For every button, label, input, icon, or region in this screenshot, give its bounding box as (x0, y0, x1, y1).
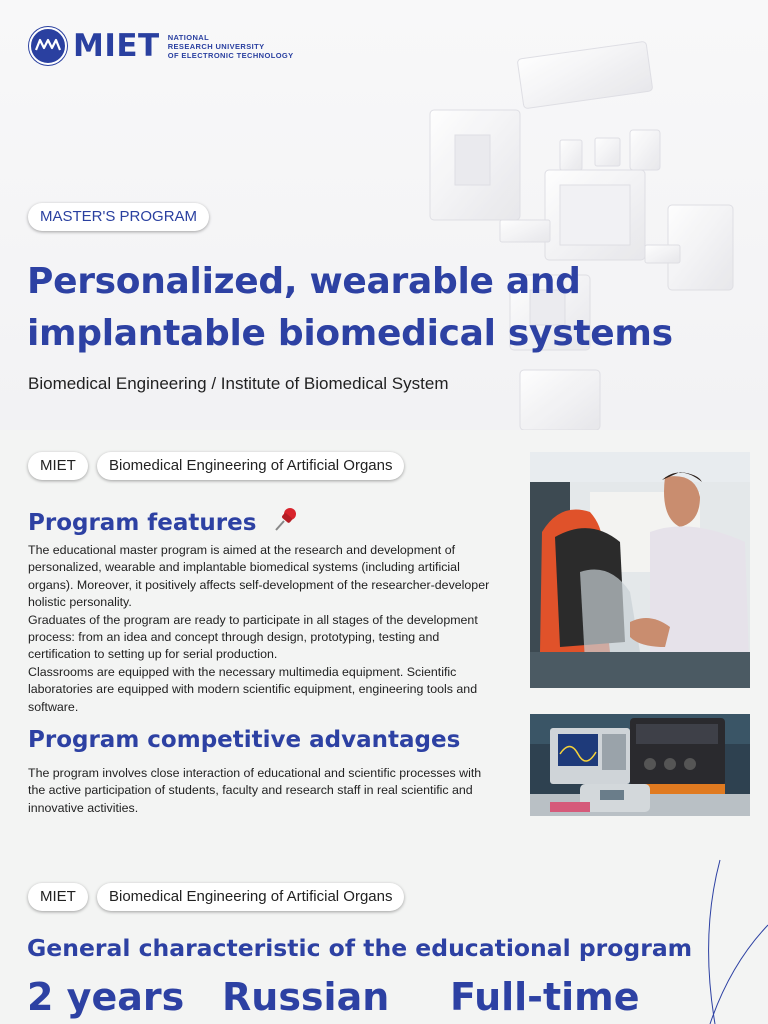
tag-direction[interactable]: Biomedical Engineering of Artificial Organs (97, 452, 404, 480)
features-paragraph: Graduates of the program are ready to participate in all stages of the development process: from an idea and concept through design, prototyping, testing and certification to setting up for serial production. (28, 612, 478, 662)
tag-direction-2[interactable]: Biomedical Engineering of Artificial Organs (97, 883, 404, 911)
program-features-heading: Program features (28, 504, 302, 536)
lab-photo-equipment (530, 714, 750, 816)
chip-illustration (400, 20, 768, 430)
features-text (28, 542, 498, 716)
page-title: Personalized, wearable and implantable biomedical systems (27, 261, 673, 354)
tag-miet[interactable]: MIET (28, 452, 88, 480)
language-value: Russian (222, 975, 390, 1019)
advantages-text: The program involves close interaction of educational and scientific processes with the active participation of students, faculty and research staff in real scientific and innovative activities. (28, 766, 482, 815)
miet-logo[interactable] (28, 26, 294, 66)
masters-program-badge: MASTER'S PROGRAM (28, 203, 209, 231)
logo-subtitle: NATIONAL RESEARCH UNIVERSITY OF ELECTRONIC TECHNOLOGY (167, 32, 294, 60)
general-characteristic-heading: General characteristic of the educational program (27, 934, 693, 962)
miet-emblem-icon (28, 26, 68, 66)
advantages-heading: Program competitive advantages (28, 727, 461, 753)
tag-miet-2[interactable]: MIET (28, 883, 88, 911)
lab-photo-mannequin (530, 452, 750, 688)
hero-section (0, 0, 768, 430)
pushpin-icon (272, 504, 302, 534)
decorative-curves (690, 855, 768, 1024)
logo-name: MIET (73, 28, 160, 64)
duration-value: 2 years (27, 975, 185, 1019)
features-paragraph: Classrooms are equipped with the necessary multimedia equipment. Scientific laboratories are equipped with modern scientific equipment, engineering tools and software. (28, 664, 478, 714)
study-form-value: Full-time (450, 975, 640, 1019)
features-paragraph: The educational master program is aimed at the research and development of personalized, wearable and implantable biomedical systems (including artificial organs). Moreover, it positively affects self-development of the researcher-developer holistic personality. (28, 543, 490, 610)
page-subtitle: Biomedical Engineering / Institute of Biomedical System (28, 374, 449, 393)
